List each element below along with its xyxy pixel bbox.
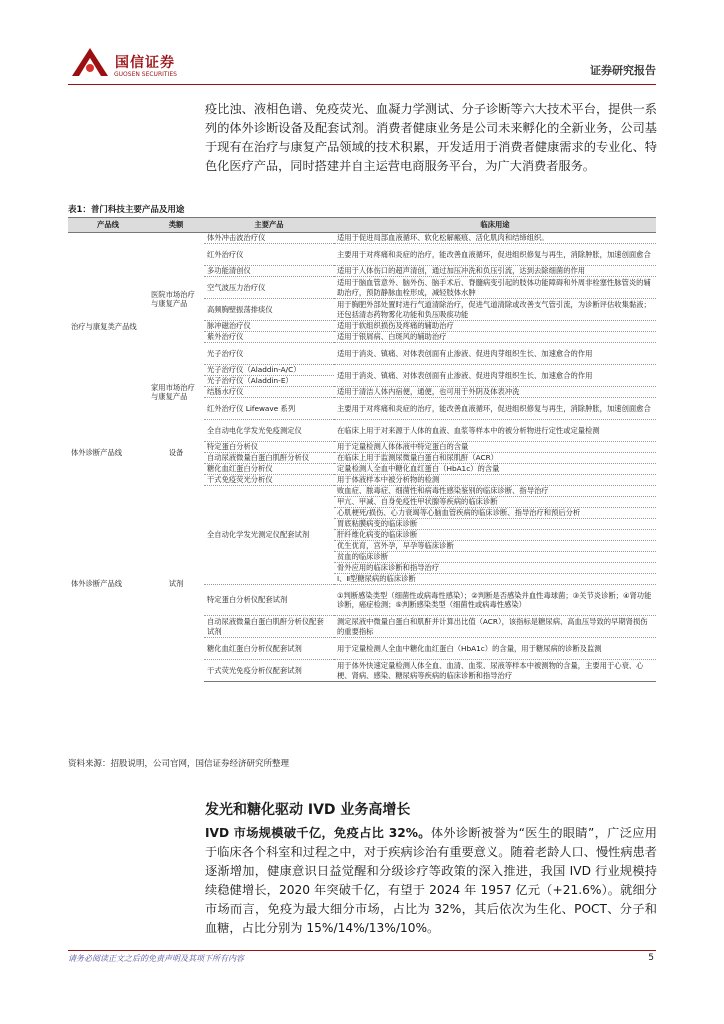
product-name: 糖化血红蛋白分析仪配套试剂 [204, 638, 334, 660]
product-name: 特定蛋白分析仪 [204, 442, 334, 453]
category-home: 家用市场治疗与康复产品 [151, 382, 195, 401]
product-name: 干式荧光免疫分析仪配套试剂 [204, 660, 334, 682]
product-use: 适用于人体伤口的超声清创，通过加压冲洗和负压引流，达到去除细菌的作用 [334, 266, 656, 277]
header-product-line: 产品线 [68, 218, 148, 233]
product-name: 光子治疗仪（Aladdin-A/C） [204, 365, 334, 376]
footer-divider [68, 950, 656, 951]
product-use: 用于体外快速定量检测人体全血、血清、血浆、尿液等样本中被测物的含量，主要用于心衰、心梗、肾病、感染、糖尿病等疾病的临床诊断和指导治疗 [334, 660, 656, 682]
product-use: 适用于促进局部血液循环、软化松解瘢痕、活化肌肉和结缔组织。 [334, 233, 656, 244]
page-header [0, 0, 724, 92]
product-name: 高频胸壁振荡排痰仪 [204, 299, 334, 321]
product-use: 优生优育，宫外孕，早孕等临床诊断 [334, 541, 656, 552]
product-name: 脉冲磁治疗仪 [204, 321, 334, 332]
product-table [68, 217, 656, 682]
product-name: 光子治疗仪 [204, 343, 334, 365]
product-use: 骨外应用的临床诊断和指导治疗 [334, 563, 656, 574]
product-use: 测定尿液中微量白蛋白和肌酐并计算出比值（ACR），该指标是糖尿病、高血压导致的早期肾损伤的重要指标 [334, 616, 656, 638]
product-line-therapy: 治疗与康复类产品线 [71, 321, 137, 331]
product-use: 败血症、脓毒症、细菌性和病毒性感染鉴别的临床诊断、指导治疗 [334, 486, 656, 497]
product-use: 适用于消炎、镇痛、对体表创面有止渗液、促进肉芽组织生长、加速愈合的作用 [334, 365, 656, 387]
product-use: 胃底粘膜病变的临床诊断 [334, 519, 656, 530]
product-use: 定量检测人全血中糖化血红蛋白（HbA1c）的含量 [334, 464, 656, 475]
product-use: 心肌梗死/损伤、心力衰竭等心脑血管疾病的临床诊断、指导治疗和预后分析 [334, 508, 656, 519]
section-lead: IVD 市场规模破千亿，免疫占比 32%。 [205, 826, 431, 840]
table-row [68, 486, 656, 497]
product-use: 肝纤维化病变的临床诊断 [334, 530, 656, 541]
product-name: 结肠水疗仪 [204, 387, 334, 398]
intro-paragraph: 疫比浊、液相色谱、免疫荧光、血凝力学测试、分子诊断等六大技术平台，提供一系列的体外诊断设备及配套试剂。消费者健康业务是公司未来孵化的全新业务，公司基于现有在治疗与康复产品领域的技术积累，开发适用于消费者健康需求的专业化、特色化医疗产品，同时搭建并自主运营电商服务平台，为广大消费者服务。 [205, 102, 657, 173]
product-name: 多功能清创仪 [204, 266, 334, 277]
category-reagent: 试剂 [168, 578, 184, 588]
report-type-label: 证券研究报告 [590, 64, 656, 77]
product-name: 干式免疫荧光分析仪 [204, 475, 334, 486]
table-row [68, 365, 656, 376]
product-name: 空气波压力治疗仪 [204, 277, 334, 299]
table-title: 表1：普门科技主要产品及用途 [68, 205, 185, 215]
guosen-logo [70, 44, 210, 84]
table-row [68, 420, 656, 442]
header-main-product: 主要产品 [204, 218, 334, 233]
product-name: 自动尿液微量白蛋白肌酐分析仪 [204, 453, 334, 464]
table-row [68, 233, 656, 244]
product-use: 用于定量检测人全血中糖化血红蛋白（HbA1c）的含量，用于糖尿病的诊断及监测 [334, 638, 656, 660]
product-name: 糖化血红蛋白分析仪 [204, 464, 334, 475]
product-name: 自动尿液微量白蛋白肌酐分析仪配套试剂 [204, 616, 334, 638]
product-use: 主要用于对疼痛和炎症的治疗，能改善血液循环，促进组织修复与再生，消除肿胀，加速创面愈合 [334, 244, 656, 266]
section-body [205, 824, 657, 938]
product-use: 用于胸肥外部处置时进行气道清除治疗，促进气道清除或改善支气管引流，为诊断评估收集黏液；还包括清态药物雾化功能和负压吸痰功能 [334, 299, 656, 321]
product-use: 适用于脑血管意外、脑外伤、脑手术后、脊髓病变引起的肢体功能障碍和外周非栓塞性脉管炎的辅助治疗，预防静脉血栓形成，减轻肢体水肿 [334, 277, 656, 299]
product-use: 适用于软组织损伤及疼痛的辅助治疗 [334, 321, 656, 332]
product-use: 用于体液样本中被分析物的检测 [334, 475, 656, 486]
logo-text-cn: 国信证券 [115, 55, 175, 71]
footer-disclaimer: 请务必阅读正文之后的免责声明及其项下所有内容 [68, 954, 244, 963]
logo-text-en: GUOSEN SECURITIES [114, 71, 177, 78]
product-name: 全自动电化学发光免疫测定仪 [204, 420, 334, 442]
section-title: 发光和糖化驱动 IVD 业务高增长 [205, 802, 411, 818]
page-number: 5 [648, 953, 654, 963]
header-category: 类额 [148, 218, 204, 233]
logo-mark-icon [70, 44, 110, 80]
product-use: Ⅰ、Ⅱ型糖尿病的临床诊断 [334, 574, 656, 585]
product-use: 在临床上用于监测尿微量白蛋白和尿肌酐（ACR） [334, 453, 656, 464]
product-use: 贫血的临床诊断 [334, 552, 656, 563]
product-use: 在临床上用于对来源于人体的血液、血浆等样本中的被分析物进行定性或定量检测 [334, 420, 656, 442]
product-use: ①判断感染类型（细菌性或病毒性感染）；②判断是否感染并血性毒球菌；③关节炎诊断；④肾功能诊断，癌症检测；⑤判断感染类型（细菌性或病毒性感染） [334, 585, 656, 616]
product-line-ivd-device: 体外诊断产品线 [71, 447, 123, 457]
product-name: 红外治疗仪 Lifewave 系列 [204, 398, 334, 420]
product-name: 体外冲击波治疗仪 [204, 233, 334, 244]
product-name: 特定蛋白分析仪配套试剂 [204, 585, 334, 616]
header-clinical-use: 临床用途 [334, 218, 656, 233]
product-name: 光子治疗仪（Aladdin-E） [204, 376, 334, 387]
category-device: 设备 [168, 447, 184, 457]
product-name: 紫外治疗仪 [204, 332, 334, 343]
product-use: 适用于消炎、镇痛、对体表创面有止渗液、促进肉芽组织生长、加速愈合的作用 [334, 343, 656, 365]
product-use: 适用于清洁人体内宿便，通便，也可用于外阴及体表冲洗 [334, 387, 656, 398]
product-line-ivd-reagent: 体外诊断产品线 [71, 578, 123, 588]
table-header-row [68, 218, 656, 233]
product-name: 全自动化学发光测定仪配套试剂 [204, 486, 334, 585]
table-source-note: 资料来源：招股说明，公司官网，国信证券经济研究所整理 [68, 759, 290, 769]
product-use: 主要用于对疼痛和炎症的治疗，能改善血液循环，促进组织修复与再生，消除肿胀，加速创面愈合 [334, 398, 656, 420]
product-use: 适用于银屑病、白斑风的辅助治疗 [334, 332, 656, 343]
product-use: 甲亢、甲减、自身免疫性甲状腺等疾病的临床诊断 [334, 497, 656, 508]
product-name: 红外治疗仪 [204, 244, 334, 266]
category-hospital: 医院市场治疗与康复产品 [151, 289, 195, 308]
header-divider [68, 84, 656, 85]
section-text: 体外诊断被誉为“医生的眼睛”，广泛应用于临床各个科室和过程之中，对于疾病诊治有重要意义。随着老龄人口、慢性病患者逐渐增加，健康意识日益觉醒和分级诊疗等政策的深入推进，我国 IVD 行业规模持续稳健增长，2020 年突破千亿，有望于 2024 年 1957 亿元（+21.6%）。就细分市场而言，免疫为最大细分市场，占比为 32%，其后依次为生化、POCT、分子和血糖，占比分别为 15%/14%/13%/10%。 [205, 826, 657, 935]
product-use: 用于定量检测人体体液中特定蛋白的含量 [334, 442, 656, 453]
